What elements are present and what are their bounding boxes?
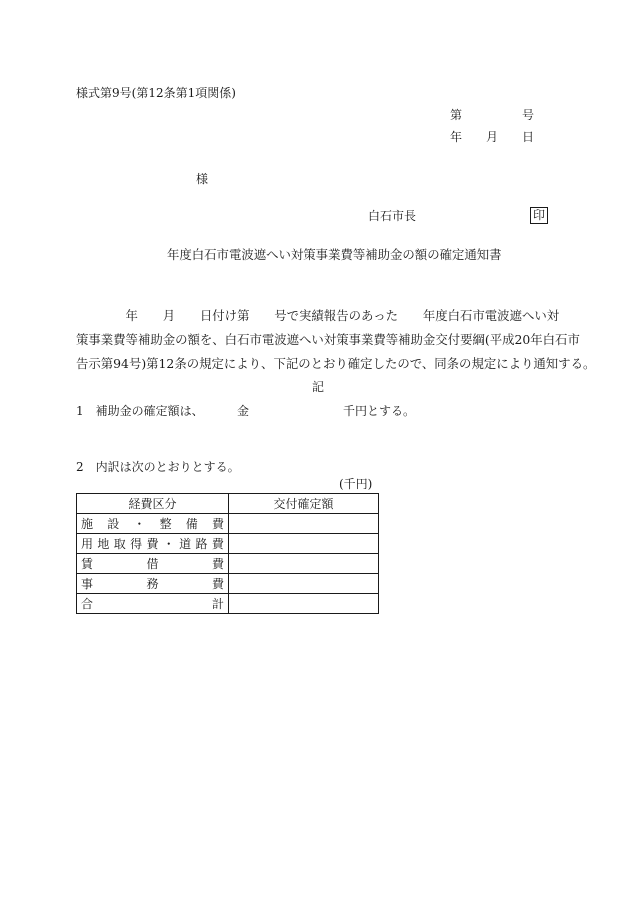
- table-row: [77, 554, 379, 574]
- row-value: [229, 534, 379, 554]
- table-header-row: [77, 494, 379, 514]
- header-category: 経費区分: [77, 494, 229, 514]
- row-label-total: 合 計: [77, 594, 229, 614]
- seal-mark: [530, 207, 548, 224]
- seal-label: 印: [530, 207, 548, 224]
- table-row: [77, 514, 379, 534]
- item2-label: 2 内訳は次のとおりとする。: [76, 460, 240, 474]
- body-line: 策事業費等補助金の額を、白石市電波遮へい対策事業費等補助金交付要綱(平成20年白石市: [76, 332, 580, 347]
- header-amount: 交付確定額: [229, 494, 379, 514]
- date-year: 年: [450, 130, 463, 144]
- row-label-office: 事 務 費: [77, 574, 229, 594]
- body-paragraph: [76, 304, 596, 376]
- row-label-facility: 施 設 ・ 整 備 費: [77, 514, 229, 534]
- doc-number-suffix: 号: [522, 108, 535, 122]
- table-row: [77, 574, 379, 594]
- form-reference: 様式第9号(第12条第1項関係): [76, 86, 236, 100]
- item1-unit: 千円とする。: [343, 404, 416, 418]
- body-line: 告示第94号)第12条の規定により、下記のとおり確定したので、同条の規定により通知する。: [76, 356, 596, 371]
- row-value: [229, 594, 379, 614]
- table-row: [77, 594, 379, 614]
- table-unit: (千円): [339, 477, 373, 491]
- issuer-name: 白石市長: [368, 209, 417, 223]
- date-day: 日: [522, 130, 535, 144]
- item1-label: 1 補助金の確定額は、: [76, 404, 204, 418]
- date-month: 月: [486, 130, 499, 144]
- row-value: [229, 554, 379, 574]
- ki-heading: 記: [312, 380, 325, 394]
- row-label-lease: 賃 借 費: [77, 554, 229, 574]
- document-title: 年度白石市電波遮へい対策事業費等補助金の額の確定通知書: [167, 247, 502, 262]
- doc-number-prefix: 第: [450, 108, 463, 122]
- item1-kin: 金: [237, 404, 250, 418]
- row-label-land-road: 用 地 取 得 費 ・ 道 路 費: [77, 534, 229, 554]
- body-line: 年 月 日付け第 号で実績報告のあった 年度白石市電波遮へい対: [76, 308, 560, 323]
- row-value: [229, 514, 379, 534]
- breakdown-table: [76, 493, 379, 614]
- table-row: [77, 534, 379, 554]
- recipient-suffix: 様: [196, 172, 209, 186]
- row-value: [229, 574, 379, 594]
